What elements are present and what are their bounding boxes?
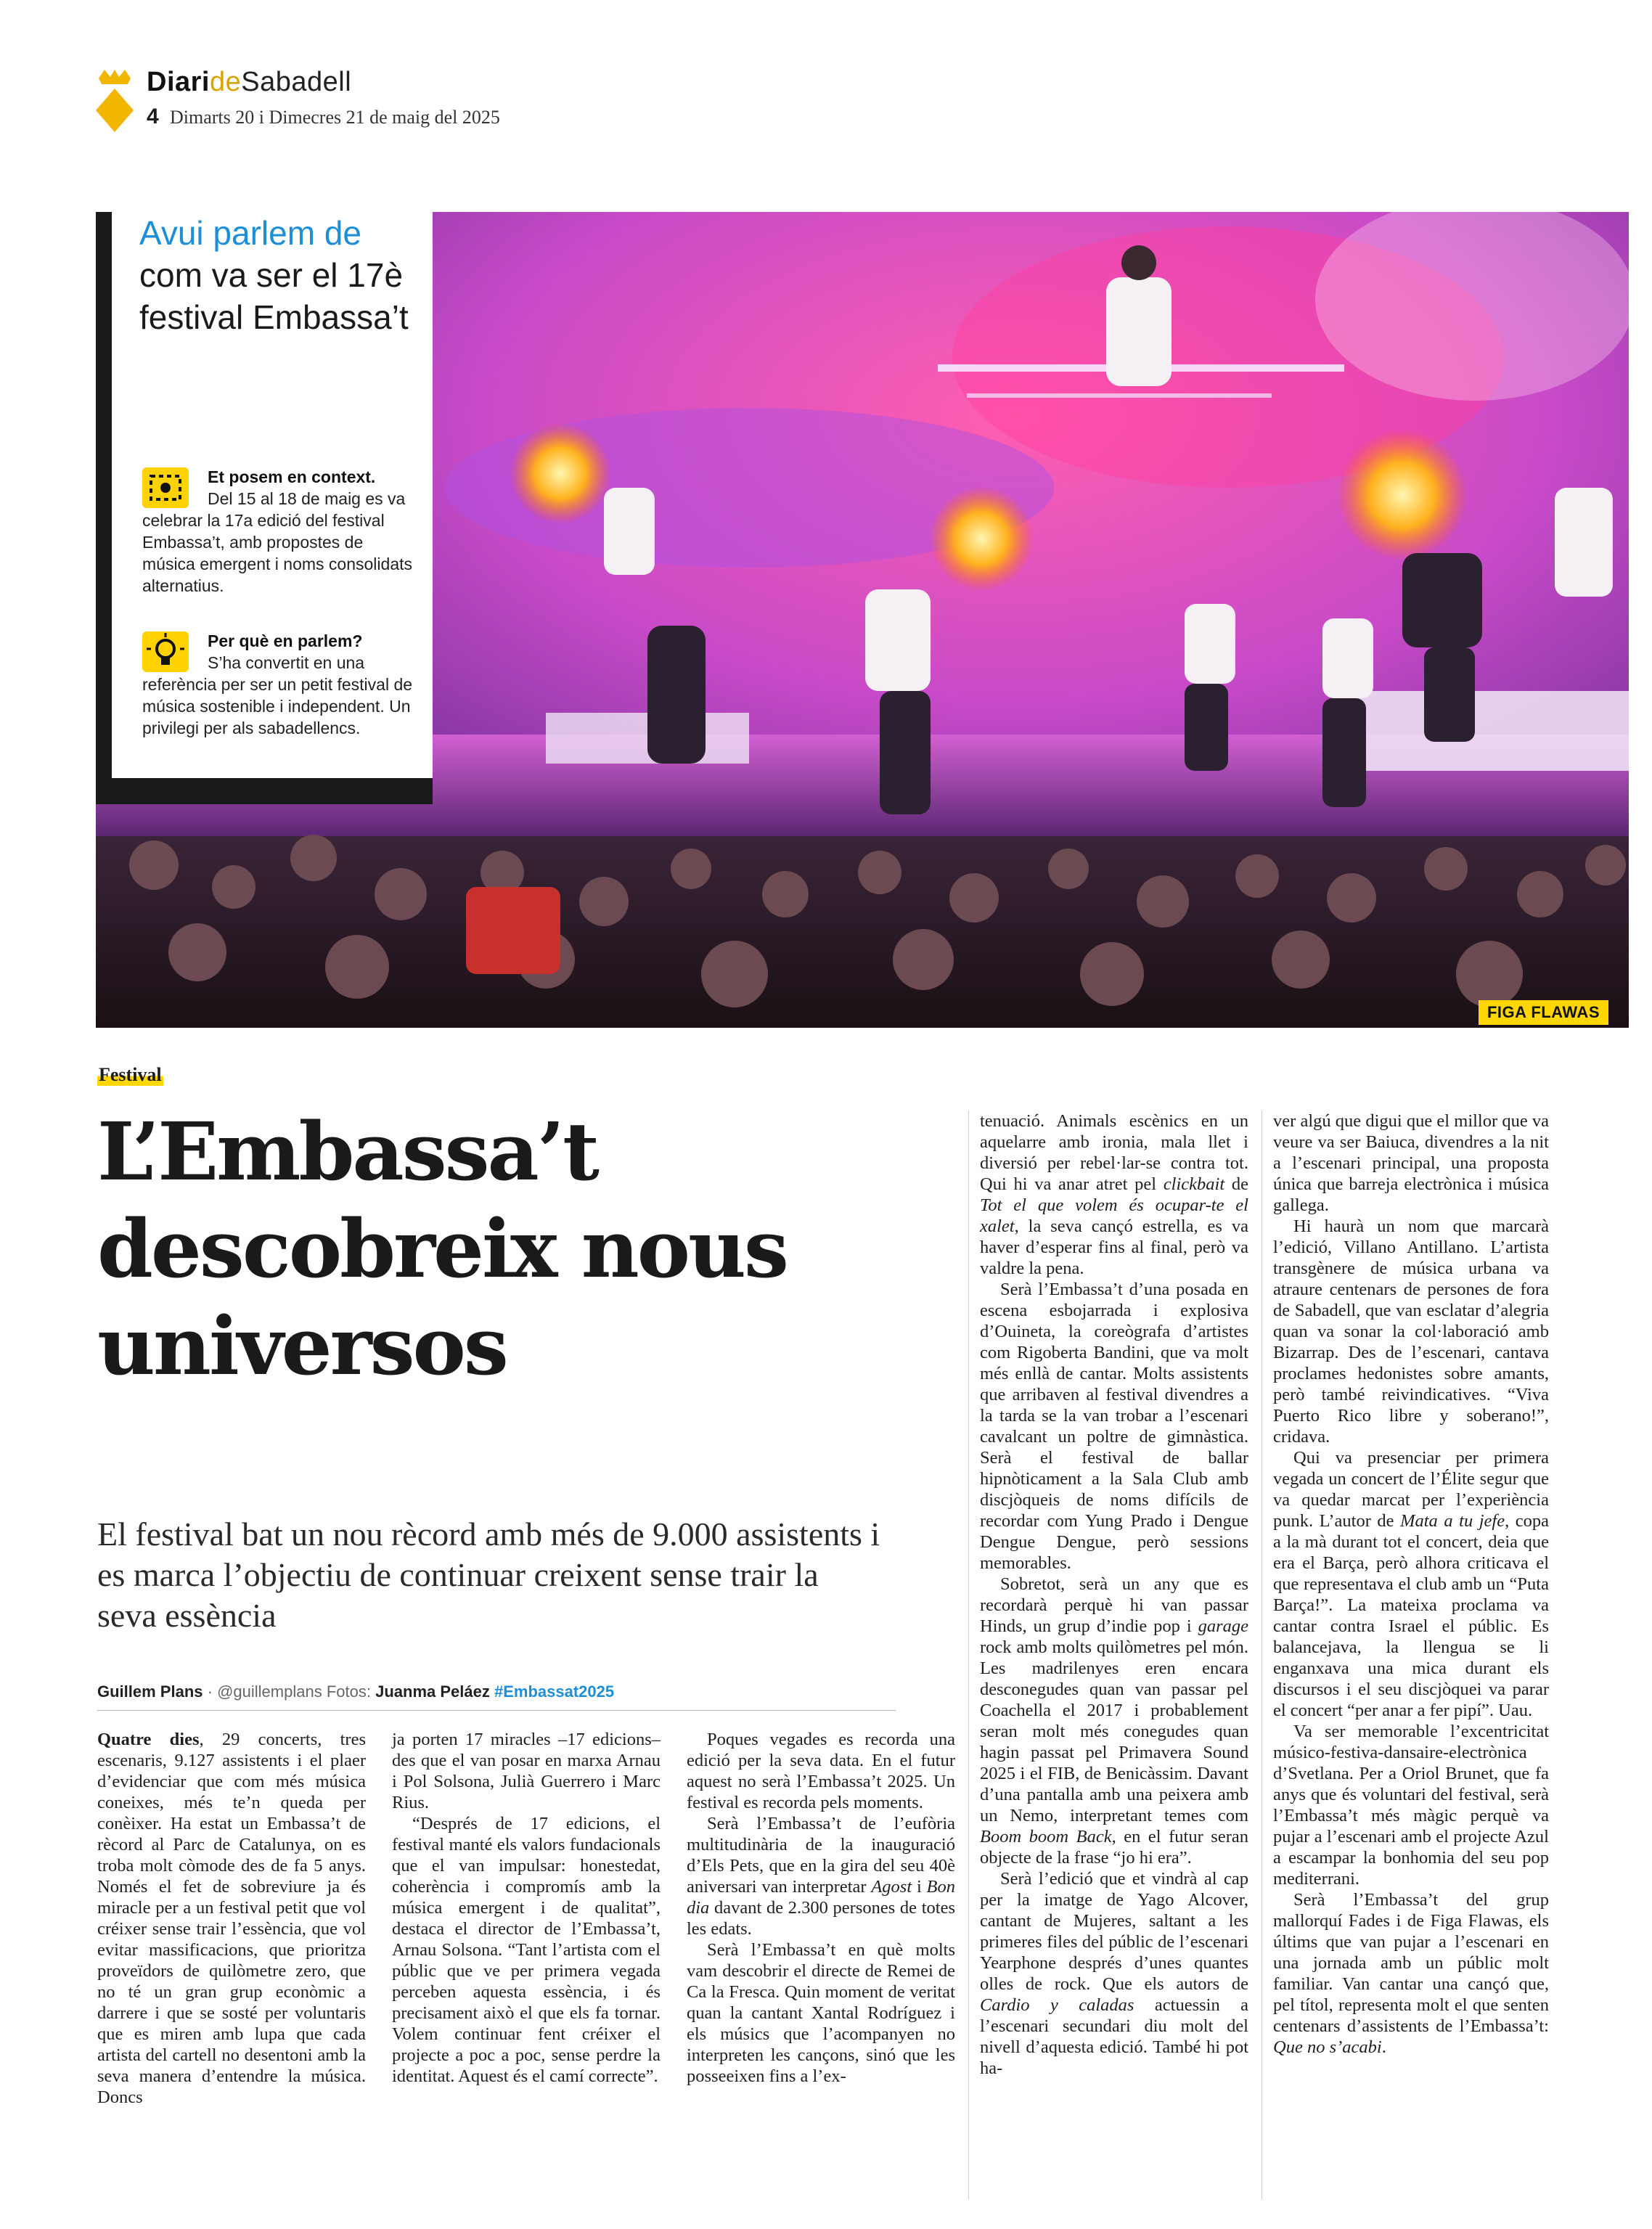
paragraph	[980, 1868, 1248, 2079]
byline	[97, 1682, 614, 1701]
paragraph	[97, 1729, 366, 2108]
photos-label: Fotos:	[326, 1682, 371, 1701]
context-box-footer-bar	[112, 778, 433, 804]
paragraph-text: davant de 2.300 persones de totes les edats.	[687, 1898, 955, 1939]
paragraph-text: .	[1381, 2037, 1386, 2057]
paragraph-text: Serà l’edició que et vindrà al cap per la imatge de Yago Alcover, cantant de Mujeres, saltant a les primeres files del públic de l’escenari Yearphone després d’unes quantes olles de rock. Que els autors de	[980, 1869, 1248, 1994]
paragraph: ja porten 17 miracles –17 edicions– des que el van posar en marxa Arnau i Pol Solsona, Julià Guerrero i Marc Rius.	[392, 1730, 661, 1812]
newspaper-brand[interactable]	[147, 67, 351, 98]
song-title: Boom boom Back	[980, 1827, 1112, 1846]
photo-credit: FIGA FLAWAS	[1479, 1000, 1608, 1025]
song-title: Agost	[871, 1877, 912, 1897]
section-label[interactable]: Festival	[99, 1064, 162, 1085]
paragraph	[1273, 1447, 1549, 1721]
song-title: Mata a tu jefe	[1400, 1511, 1505, 1531]
paragraph-text: de	[1224, 1174, 1249, 1194]
paragraph	[687, 1813, 955, 1939]
context-item-2-heading: Per què en parlem?	[208, 631, 363, 650]
paragraph-text: Sobretot, serà un any que es recordarà perquè hi van passar Hinds, un grup d’indie pop i	[980, 1574, 1248, 1636]
italic-term: clickbait	[1163, 1174, 1225, 1194]
byline-separator: ·	[207, 1682, 213, 1701]
paragraph-text: Serà l’Embassa’t de l’eufòria multitudinària de la inauguració d’Els Pets, que en la gira del seu 40è aniversari van interpretar	[687, 1814, 955, 1897]
paragraph-text: i	[912, 1877, 927, 1897]
context-item-2-text: S’ha convertit en una referència per ser un petit festival de música sostenible i independent. Un privilegi per als sabadellencs.	[142, 653, 413, 737]
context-item-1-text: Del 15 al 18 de maig es va celebrar la 17a edició del festival Embassa’t, amb propostes de música emergent i noms consolidats alternatius.	[142, 489, 412, 595]
paragraph: “Després de 17 edicions, el festival manté els valors fundacionals que el van impulsar: honestedat, coherència i compromís amb la música emergent i de qualitat”, destaca el director de l’Embassa’t, Arnau Solsona. “Tant l’artista com el públic que ve per primera vegada perceben aquesta essència, i és precisament això el que els fa tornar. Volem continuar fent créixer el projecte a poc a poc, sense perdre la identitat. Aquest és el camí correcte”.	[392, 1814, 661, 2086]
issue-date: Dimarts 20 i Dimecres 21 de maig del 2025	[170, 107, 500, 128]
paragraph-text: , 29 concerts, tres escenaris, 9.127 assistents i el plaer d’evidenciar que com més música coneixes, més te’n queda per conèixer. Ha estat un Embassa’t de rècord al Parc de Catalunya, on es troba molt còmode des de fa 5 anys. Només el fet de sobreviure ja és miracle per a un festival petit que vol créixer sense trair l’essència, que vol evitar massificacions, que prioritza proveïdors de quilòmetre zero, que no té un gran grup econòmic a darrere i que se sosté per voluntaris que es miren amb lupa que cada artista del cartell no desentoni amb la seva manera d’entendre la música. Doncs	[97, 1730, 366, 2107]
article-column-1	[97, 1729, 366, 2108]
italic-term: garage	[1198, 1616, 1248, 1636]
paragraph-text: actuessin a l’escenari secundari diu molt del nivell d’aquesta edició. També hi pot ha-	[980, 1995, 1248, 2078]
context-title	[139, 212, 422, 338]
paragraph: ver algú que digui que el millor que va veure va ser Baiuca, divendres a la nit a l’escenari principal, una proposta única que barreja electrònica i música gallega.	[1273, 1111, 1549, 1215]
album-title: Cardio y caladas	[980, 1995, 1134, 2015]
paragraph: Serà l’Embassa’t en què molts vam descobrir el directe de Remei de Ca la Fresca. Quin moment de veritat quan la cantant Xantal Rodríguez i els músics que l’acompanyen no interpreten les cançons, sinó que les posseeixen fins a l’ex-	[687, 1940, 955, 2086]
photographer-name[interactable]: Juanma Peláez	[375, 1682, 490, 1701]
paragraph: Va ser memorable l’excentricitat músico-festiva-dansaire-electrònica d’Svetlana. Per a Oriol Brunet, que fa anys que és voluntari del festival, serà l’Embassa’t més màgic perquè va pujar a l’escenari amb el projecte Azul a escampar la bonhomia del seu pop mediterrani.	[1273, 1722, 1549, 1889]
paragraph: Hi haurà un nom que marcarà l’edició, Villano Antillano. L’artista transgènere de música urbana va atraure centenars de persones de fora de Sabadell, que van esclatar d’alegria quan va sonar la col·laboració amb Bizarrap. Des de l’escenari, cantava proclames hedonistes sobre amants, però també reivindicatives. “Viva Puerto Rico libre y soberano!”, cridava.	[1273, 1216, 1549, 1447]
subheadline: El festival bat un nou rècord amb més de 9.000 assistents i es marca l’objectiu de continuar creixent sense trair la seva essència	[97, 1516, 880, 1634]
paragraph-text: , la seva cançó estrella, es va haver d’esperar fins al final, però va valdre la pena.	[980, 1216, 1248, 1278]
song-title: Bon dia	[687, 1877, 956, 1918]
paragraph-text: , copa a la mà durant tot el concert, deia que era el Barça, però alhora criticava el que representava el club amb un “Puta Barça!”. La mateixa proclama va cantar contra Israel el públic. Es balancejava, la llengua se li enganxava una mica durant els discursos i el seu discjòquei va parar el concert “per anar a fer pipí”. Uau.	[1273, 1511, 1550, 1720]
paragraph: Poques vegades es recorda una edició per la seva data. En el futur aquest no serà l’Embassa’t 2025. Un festival es recorda pels moments.	[687, 1730, 955, 1812]
author-handle[interactable]: @guillemplans	[217, 1682, 322, 1701]
paragraph	[980, 1574, 1248, 1868]
context-item-1-heading: Et posem en context.	[208, 467, 376, 486]
article-column-3	[687, 1729, 955, 2087]
paragraph-text: , en el futur seran objecte de la frase “jo hi era”.	[980, 1827, 1248, 1868]
column-divider	[968, 1111, 969, 2199]
brand-diari: Diari	[147, 67, 210, 97]
brand-sabadell: Sabadell	[241, 67, 352, 97]
page-number: 4	[147, 105, 159, 128]
byline-divider	[97, 1710, 896, 1711]
paragraph	[1273, 1889, 1549, 2058]
lead-in: Quatre dies	[97, 1730, 200, 1749]
author-name[interactable]: Guillem Plans	[97, 1682, 203, 1701]
song-title: Tot el que volem és ocupar-te el xalet	[980, 1195, 1248, 1236]
hashtag[interactable]: #Embassat2025	[494, 1682, 615, 1701]
article-column-2	[392, 1729, 661, 2087]
context-box	[96, 212, 433, 804]
masthead	[93, 67, 674, 139]
paragraph: Serà l’Embassa’t d’una posada en escena esbojarrada i explosiva d’Ouineta, la coreògrafa d’artistes com Rigoberta Bandini, que va molt més enllà de cantar. Molts assistents que arribaven al festival divendres a la tarda se la van trobar a l’escenari cavalcant un poltre de gimnàstica. Serà el festival de ballar hipnòticament a la Sala Club amb discjòqueis de noms difícils de recordar com Yung Prado i Dengue Dengue Dengue, però sessions memorables.	[980, 1280, 1248, 1573]
paragraph-text: rock amb molts quilòmetres pel món. Les madrilenyes eren encara desconegudes quan van passar pel Coachella el 2017 i probablement seran molt més conegudes quan hagin passat pel Primavera Sound 2025 i el FIB, de Benicàssim. Davant d’una pantalla amb una peixera amb un Nemo, interpretant temes com	[980, 1637, 1248, 1825]
headline: L’Embassa’t descobreix nous universos	[97, 1105, 787, 1393]
article-column-5	[1273, 1111, 1549, 2058]
article-column-4	[980, 1111, 1248, 2079]
paragraph-text: Serà l’Embassa’t del grup mallorquí Fades i de Figa Flawas, els últims que van pujar a l’escenari en una jornada amb un públic molt familiar. Van cantar una cançó que, pel títol, representa molt el que senten centenars d’assistents de l’Embassa’t:	[1273, 1890, 1549, 2036]
song-title: Que no s’acabi	[1273, 2037, 1382, 2057]
sabadell-crest-icon	[93, 68, 136, 134]
brand-de: de	[209, 67, 242, 97]
context-box-stripe	[96, 212, 112, 804]
context-title-highlight: Avui parlem de	[139, 214, 361, 252]
paragraph-text: Qui va presenciar per primera vegada un concert de l’Élite segur que va quedar marcat per l’experiència punk. L’autor de	[1273, 1448, 1549, 1531]
paragraph	[980, 1111, 1248, 1279]
paragraph-text: tenuació. Animals escènics en un aquelarre amb ironia, mala llet i diversió per rebel·lar-se contra tot. Qui hi va anar atret pel	[980, 1111, 1248, 1194]
context-title-rest: com va ser el 17è festival Embassa’t	[139, 256, 409, 336]
